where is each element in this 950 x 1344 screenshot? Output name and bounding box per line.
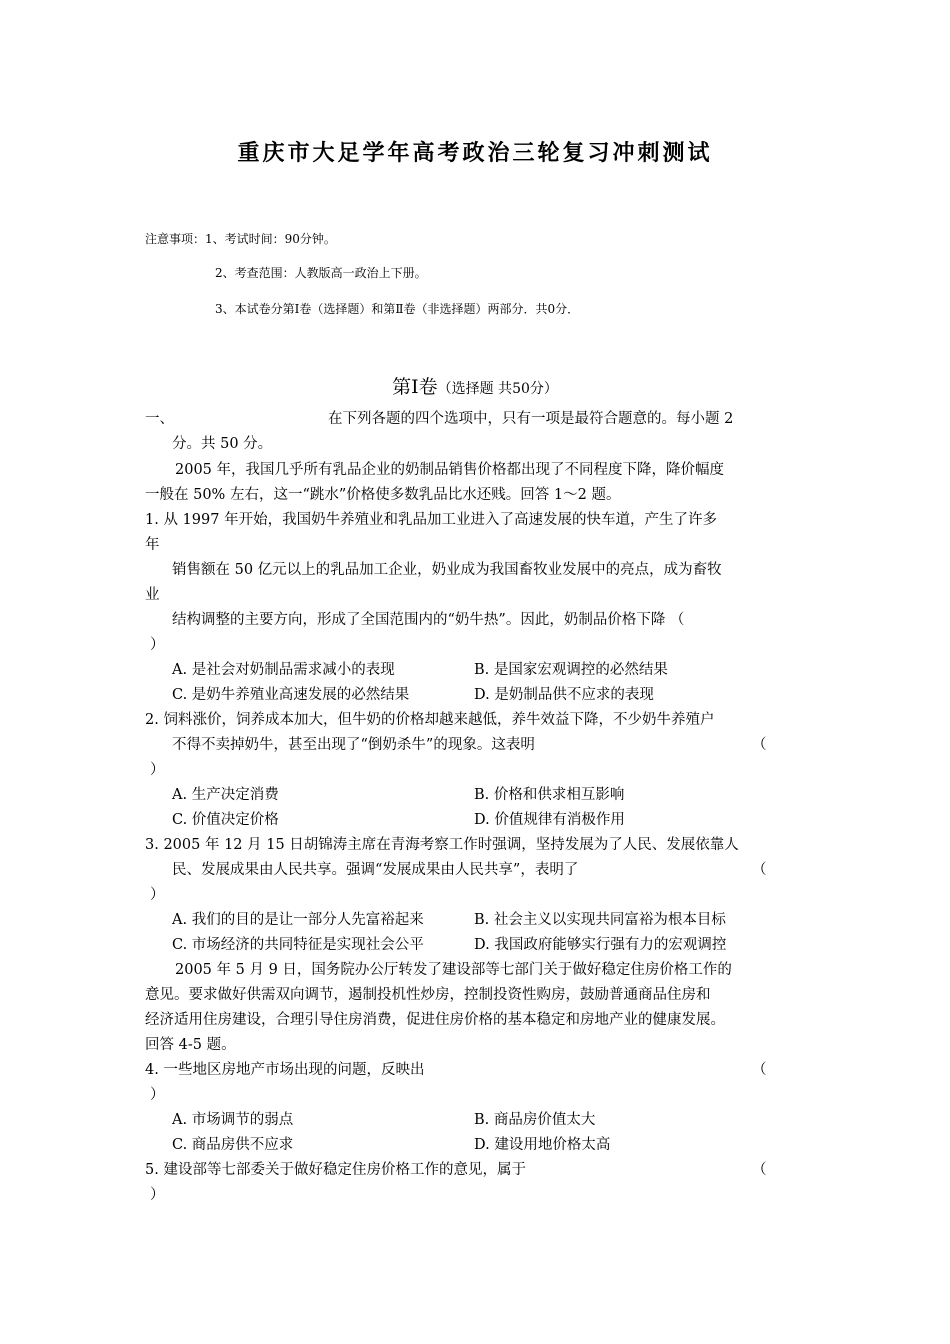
q1-option-d: D. 是奶制品供不应求的表现 <box>474 687 654 703</box>
material1-line-2: 一般在 50% 左右，这一“跳水”价格使多数乳品比水还贱。回答 1～2 题。 <box>145 487 621 503</box>
note-line-1: 注意事项：1、考试时间：90分钟。 <box>145 232 336 246</box>
material2-line-3: 经济适用住房建设，合理引导住房消费，促进住房价格的基本稳定和房地产业的健康发展。 <box>145 1012 725 1028</box>
section-title <box>0 372 950 399</box>
q3-option-c: C. 市场经济的共同特征是实现社会公平 <box>172 937 424 953</box>
q3-line-2b: ） <box>150 887 165 903</box>
q2-line-2: 不得不卖掉奶牛，甚至出现了“倒奶杀牛”的现象。这表明 <box>172 737 535 753</box>
q4-option-b: B. 商品房价值太大 <box>474 1112 596 1128</box>
note-line-2: 2、考查范围：人教版高一政治上下册。 <box>215 266 427 280</box>
document-title: 重庆市大足学年高考政治三轮复习冲刺测试 <box>237 140 713 166</box>
q1-line-2b: 业 <box>145 587 160 603</box>
q2-option-a: A. 生产决定消费 <box>172 787 279 803</box>
q4-option-d: D. 建设用地价格太高 <box>474 1137 611 1153</box>
part-instruction-1: 在下列各题的四个选项中，只有一项是最符合题意的。每小题 2 <box>328 411 734 427</box>
q2-option-c: C. 价值决定价格 <box>172 812 279 828</box>
q3-option-d: D. 我国政府能够实行强有力的宏观调控 <box>474 937 727 953</box>
q3-option-a: A. 我们的目的是让一部分人先富裕起来 <box>172 912 424 928</box>
q3-line-2: 民、发展成果由人民共享。强调“发展成果由人民共享”，表明了 <box>172 862 579 878</box>
material1-line-1: 2005 年，我国几乎所有乳品企业的奶制品销售价格都出现了不同程度下降，降价幅度 <box>175 462 725 478</box>
q4-option-a: A. 市场调节的弱点 <box>172 1112 294 1128</box>
q1-option-b: B. 是国家宏观调控的必然结果 <box>474 662 668 678</box>
q1-line-3: 结构调整的主要方向，形成了全国范围内的“奶牛热”。因此，奶制品价格下降 （ <box>172 612 685 628</box>
q2-option-b: B. 价格和供求相互影响 <box>474 787 625 803</box>
q5-line-1: 5. 建设部等七部委关于做好稳定住房价格工作的意见，属于 <box>145 1162 526 1178</box>
q2-line-1: 2. 饲料涨价，饲养成本加大，但牛奶的价格却越来越低，养牛效益下降，不少奶牛养殖户 <box>145 712 715 728</box>
q1-line-2: 销售额在 50 亿元以上的乳品加工企业，奶业成为我国畜牧业发展中的亮点，成为畜牧 <box>172 562 722 578</box>
q1-option-c: C. 是奶牛养殖业高速发展的必然结果 <box>172 687 410 703</box>
section-sub: （选择题 共50分） <box>437 381 558 397</box>
q5-paren: （ <box>752 1162 767 1178</box>
q3-line-1: 3. 2005 年 12 月 15 日胡锦涛主席在青海考察工作时强调，坚持发展为了人民、发展依靠人 <box>145 837 739 853</box>
q4-line-1: 4. 一些地区房地产市场出现的问题，反映出 <box>145 1062 425 1078</box>
q2-paren: （ <box>752 737 767 753</box>
q2-line-2b: ） <box>150 762 165 778</box>
q4-line-1b: ） <box>150 1087 165 1103</box>
q1-line-1: 1. 从 1997 年开始，我国奶牛养殖业和乳品加工业进入了高速发展的快车道，产生了许多 <box>145 512 718 528</box>
material2-line-2: 意见。要求做好供需双向调节，遏制投机性炒房，控制投资性购房，鼓励普通商品住房和 <box>145 987 711 1003</box>
q3-paren: （ <box>752 862 767 878</box>
part-instruction-2: 分。共 50 分。 <box>172 436 273 452</box>
q1-line-3b: ） <box>150 637 165 653</box>
q5-line-1b: ） <box>150 1187 165 1203</box>
q3-option-b: B. 社会主义以实现共同富裕为根本目标 <box>474 912 726 928</box>
q1-option-a: A. 是社会对奶制品需求减小的表现 <box>172 662 395 678</box>
q4-paren: （ <box>752 1062 767 1078</box>
q4-option-c: C. 商品房供不应求 <box>172 1137 294 1153</box>
section-main: 第Ⅰ卷 <box>392 376 438 398</box>
q2-option-d: D. 价值规律有消极作用 <box>474 812 625 828</box>
q1-line-1b: 年 <box>145 537 160 553</box>
material2-line-1: 2005 年 5 月 9 日，国务院办公厅转发了建设部等七部门关于做好稳定住房价格工作的 <box>175 962 732 978</box>
part-number: 一、 <box>145 411 174 427</box>
note-line-3: 3、本试卷分第Ⅰ卷（选择题）和第Ⅱ卷（非选择题）两部分．共0分． <box>215 302 580 316</box>
material2-line-4: 回答 4-5 题。 <box>145 1037 236 1053</box>
